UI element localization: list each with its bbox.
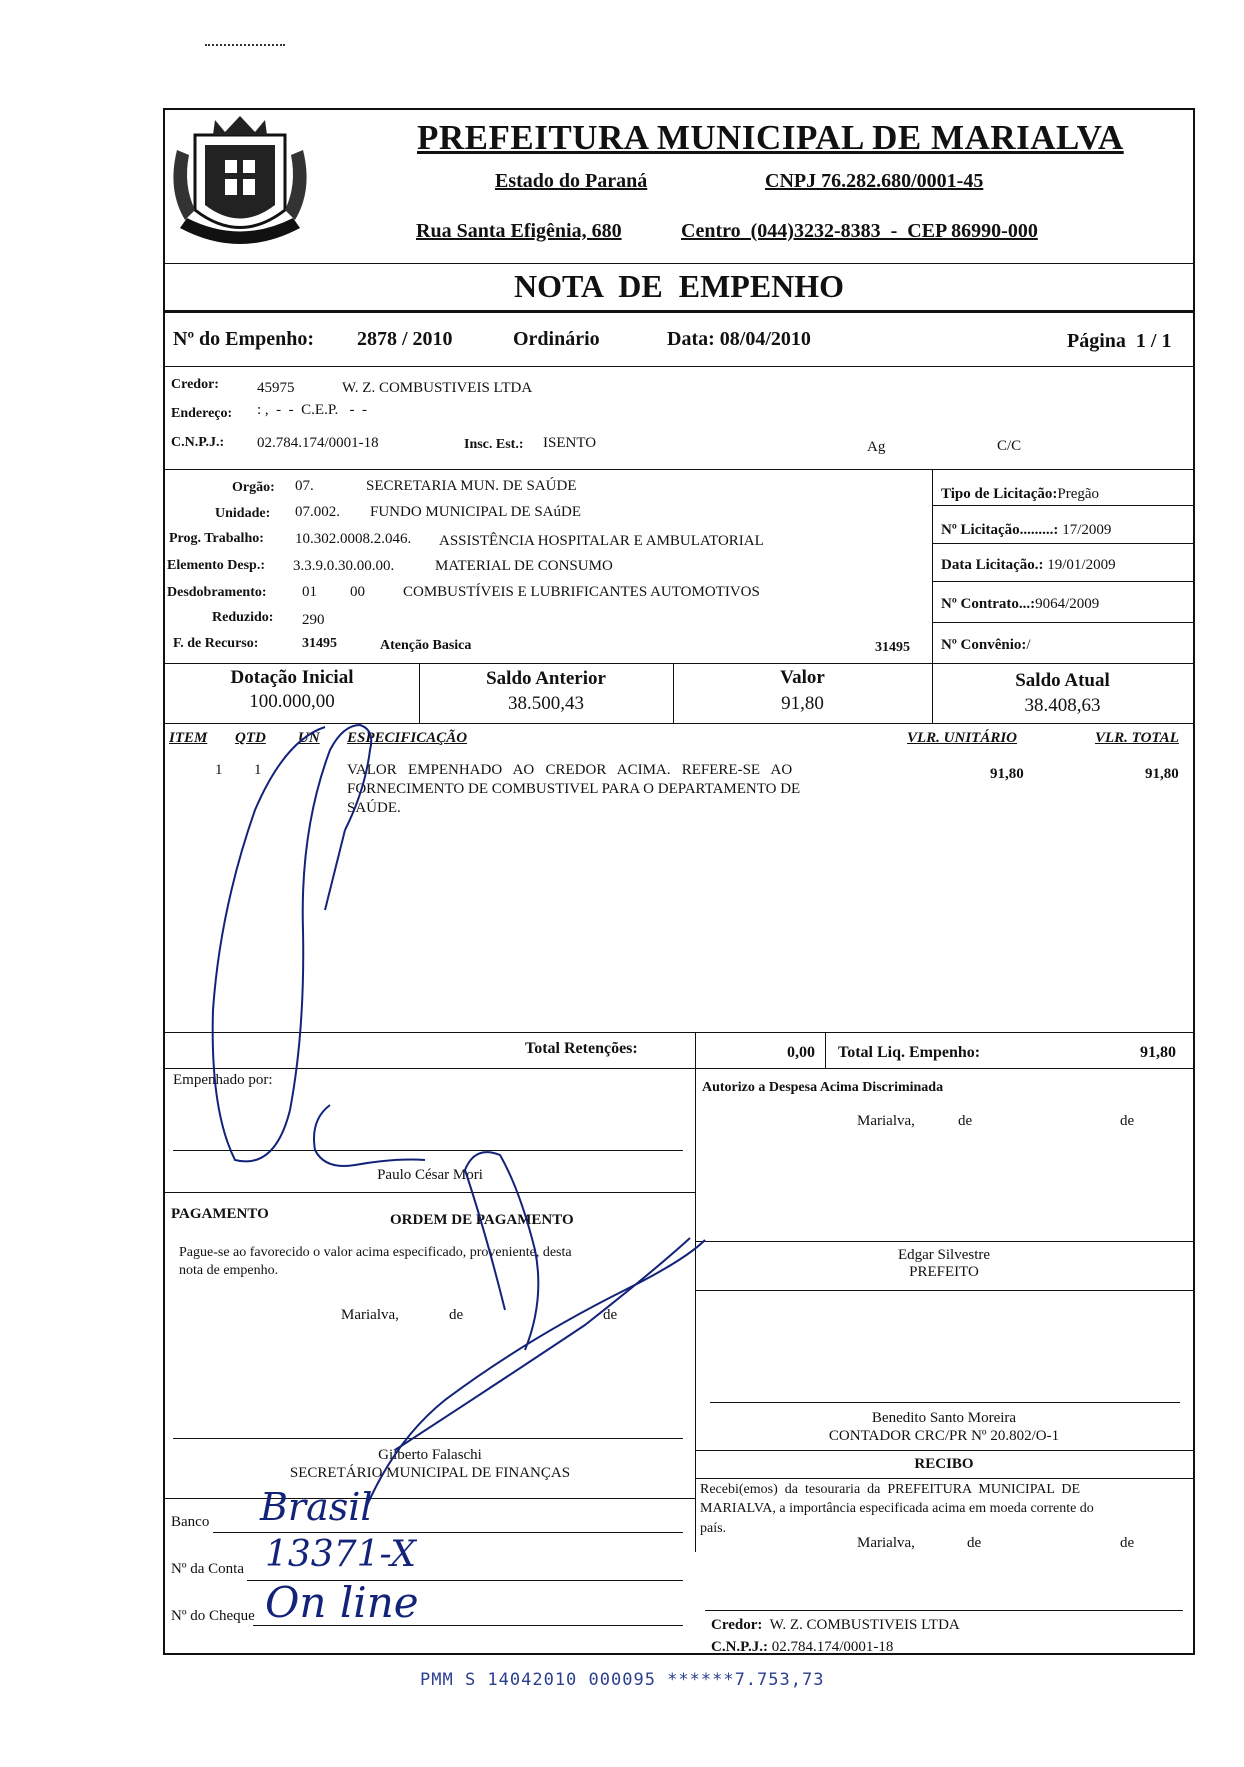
autorizo-de-2: de	[1120, 1113, 1135, 1129]
dotacao-value: 100.000,00	[249, 691, 335, 712]
scan-mark	[205, 44, 285, 50]
row-item: 1	[215, 762, 223, 778]
licitacao-convenio-value: /	[1026, 637, 1031, 653]
saldo-atual-label: Saldo Atual	[1015, 670, 1110, 691]
recibo-title: RECIBO	[914, 1456, 974, 1472]
prog-name: ASSISTÊNCIA HOSPITALAR E AMBULATORIAL	[439, 533, 764, 549]
cnpj-value: 02.784.174/0001-18	[257, 435, 379, 451]
licitacao-contrato-label: Nº Contrato...:	[941, 596, 1036, 612]
unidade-name: FUNDO MUNICIPAL DE SAúDE	[370, 504, 581, 520]
row-qtd: 1	[254, 762, 262, 778]
autorizo-label: Autorizo a Despesa Acima Discriminada	[702, 1080, 944, 1095]
document-title: NOTA DE EMPENHO	[513, 268, 845, 304]
pagamento-text-1: Pague-se ao favorecido o valor acima especificado, proveniente, desta	[179, 1245, 572, 1260]
recibo-text-2: MARIALVA, a importância especificada acima em moeda corrente do	[700, 1501, 1094, 1516]
licitacao-convenio-label: Nº Convênio:	[941, 637, 1027, 653]
saldo-anterior-label: Saldo Anterior	[486, 668, 606, 689]
page-title: PREFEITURA MUNICIPAL DE MARIALVA	[417, 118, 1124, 157]
liquido-value: 91,80	[1140, 1044, 1176, 1061]
reduzido-label: Reduzido:	[212, 610, 274, 625]
conta-handwritten: 13371-X	[265, 1534, 417, 1575]
empenhado-name: Paulo César Mori	[377, 1167, 483, 1183]
cheque-handwritten: On line	[265, 1578, 419, 1627]
elemento-label: Elemento Desp.:	[167, 558, 265, 573]
header-address: Rua Santa Efigênia, 680	[416, 220, 622, 242]
credor-name: W. Z. COMBUSTIVEIS LTDA	[342, 380, 533, 396]
recibo-de-1: de	[967, 1535, 982, 1551]
recurso-label: F. de Recurso:	[173, 636, 259, 651]
licitacao-tipo-label: Tipo de Licitação:	[941, 486, 1058, 502]
empenho-number-label: Nº do Empenho:	[173, 328, 315, 350]
conta-label: Nº da Conta	[171, 1561, 244, 1577]
saldo-anterior-value: 38.500,43	[508, 693, 584, 714]
elemento-name: MATERIAL DE CONSUMO	[435, 558, 613, 574]
recurso-name: Atenção Basica	[380, 638, 472, 653]
recibo-credor-label: Credor:	[711, 1617, 763, 1633]
nota-de-empenho-form	[163, 108, 1195, 1655]
row-espec-1: VALOR EMPENHADO AO CREDOR ACIMA. REFERE-SE AO	[347, 762, 793, 778]
autorizo-place: Marialva,	[857, 1113, 915, 1129]
col-unit-value: VLR. UNITÁRIO	[907, 730, 1018, 746]
saldo-atual-value: 38.408,63	[1024, 695, 1101, 716]
contador-role: CONTADOR CRC/PR Nº 20.802/O-1	[828, 1428, 1060, 1444]
insc-label: Insc. Est.:	[464, 437, 524, 452]
row-total-value: 91,80	[1145, 766, 1179, 782]
retencoes-label: Total Retenções:	[525, 1040, 638, 1057]
recibo-text-3: país.	[700, 1521, 727, 1536]
credor-label: Credor:	[171, 377, 219, 392]
row-espec-3: SAÚDE.	[347, 800, 401, 816]
liquido-label: Total Liq. Empenho:	[838, 1044, 981, 1061]
pagamento-label: PAGAMENTO	[171, 1206, 269, 1222]
retencoes-value: 0,00	[787, 1044, 815, 1061]
print-stamp: PMM S 14042010 000095 ******7.753,73	[420, 1670, 825, 1690]
col-especificacao: ESPECIFICAÇÃO	[347, 730, 468, 746]
orgao-code: 07.	[295, 478, 314, 494]
banco-label: Banco	[171, 1514, 210, 1530]
recibo-credor-value: W. Z. COMBUSTIVEIS LTDA	[769, 1617, 960, 1633]
prog-label: Prog. Trabalho:	[169, 531, 264, 546]
ag-label: Ag	[867, 439, 886, 455]
recibo-place: Marialva,	[857, 1535, 915, 1551]
pagamento-de-2: de	[603, 1307, 618, 1323]
empenhado-label: Empenhado por:	[173, 1072, 273, 1088]
prefeito-role: PREFEITO	[909, 1264, 979, 1280]
col-item: ITEM	[169, 730, 208, 746]
recurso-value: 31495	[302, 636, 337, 651]
desdobramento-b: 00	[350, 584, 365, 600]
address-label: Endereço:	[171, 406, 233, 421]
recibo-de-2: de	[1120, 1535, 1135, 1551]
licitacao-num-label: Nº Licitação.........:	[941, 522, 1059, 538]
recibo-cnpj-value: 02.784.174/0001-18	[771, 1639, 894, 1655]
secretario-role: SECRETÁRIO MUNICIPAL DE FINANÇAS	[289, 1465, 571, 1481]
empenho-date: Data: 08/04/2010	[667, 328, 811, 350]
licitacao-data-label: Data Licitação.:	[941, 557, 1044, 573]
pagamento-place: Marialva,	[341, 1307, 399, 1323]
col-total-value: VLR. TOTAL	[1095, 730, 1179, 746]
contador-name: Benedito Santo Moreira	[871, 1410, 1017, 1426]
dotacao-label: Dotação Inicial	[230, 667, 354, 688]
prog-code: 10.302.0008.2.046.	[295, 531, 412, 547]
recibo-cnpj-label: C.N.P.J.:	[711, 1639, 768, 1655]
orgao-name: SECRETARIA MUN. DE SAÚDE	[366, 478, 577, 494]
header-state: Estado do Paraná	[495, 170, 648, 192]
signature-empenhado	[165, 110, 1193, 1655]
col-un: UN	[298, 730, 320, 746]
licitacao-num-value: 17/2009	[1062, 522, 1112, 538]
licitacao-data-value: 19/01/2009	[1047, 557, 1116, 573]
empenho-number: 2878 / 2010	[357, 328, 453, 350]
banco-handwritten: Brasil	[260, 1485, 373, 1529]
autorizo-de-1: de	[958, 1113, 973, 1129]
header-contact: Centro (044)3232-8383 - CEP 86990-000	[681, 220, 1038, 242]
orgao-label: Orgão:	[232, 480, 275, 495]
unidade-label: Unidade:	[215, 506, 271, 521]
prefeito-name: Edgar Silvestre	[897, 1247, 991, 1263]
row-unit-value: 91,80	[990, 766, 1024, 782]
row-espec-2: FORNECIMENTO DE COMBUSTIVEL PARA O DEPARTAMENTO DE	[347, 781, 801, 797]
empenho-type: Ordinário	[513, 328, 600, 350]
pagamento-de-1: de	[449, 1307, 464, 1323]
desdobramento-a: 01	[302, 584, 317, 600]
unidade-code: 07.002.	[295, 504, 340, 520]
cheque-label: Nº do Cheque	[171, 1608, 255, 1624]
pagamento-text-2: nota de empenho.	[179, 1263, 279, 1278]
col-qtd: QTD	[235, 730, 266, 746]
ordem-pagamento-label: ORDEM DE PAGAMENTO	[390, 1212, 574, 1228]
licitacao-contrato-value: 9064/2009	[1035, 596, 1100, 612]
desdobramento-label: Desdobramento:	[167, 585, 267, 600]
valor-label: Valor	[780, 667, 825, 688]
valor-value: 91,80	[781, 693, 824, 714]
desdobramento-name: COMBUSTÍVEIS E LUBRIFICANTES AUTOMOTIVOS	[403, 584, 760, 600]
credor-code: 45975	[257, 380, 295, 396]
header-cnpj: CNPJ 76.282.680/0001-45	[765, 170, 984, 192]
cnpj-label: C.N.P.J.:	[171, 435, 225, 450]
licitacao-tipo-value: Pregão	[1057, 486, 1100, 502]
recurso-value-2: 31495	[875, 640, 910, 655]
recibo-text-1: Recebi(emos) da tesouraria da PREFEITURA MUNICIPAL DE	[700, 1482, 1081, 1497]
page-number: Página 1 / 1	[1067, 330, 1172, 352]
elemento-code: 3.3.9.0.30.00.00.	[293, 558, 395, 574]
reduzido-value: 290	[302, 612, 325, 628]
cc-label: C/C	[997, 438, 1022, 454]
address-value: : , - - C.E.P. - -	[257, 402, 367, 418]
insc-value: ISENTO	[543, 435, 597, 451]
secretario-name: Gilberto Falaschi	[378, 1447, 482, 1463]
